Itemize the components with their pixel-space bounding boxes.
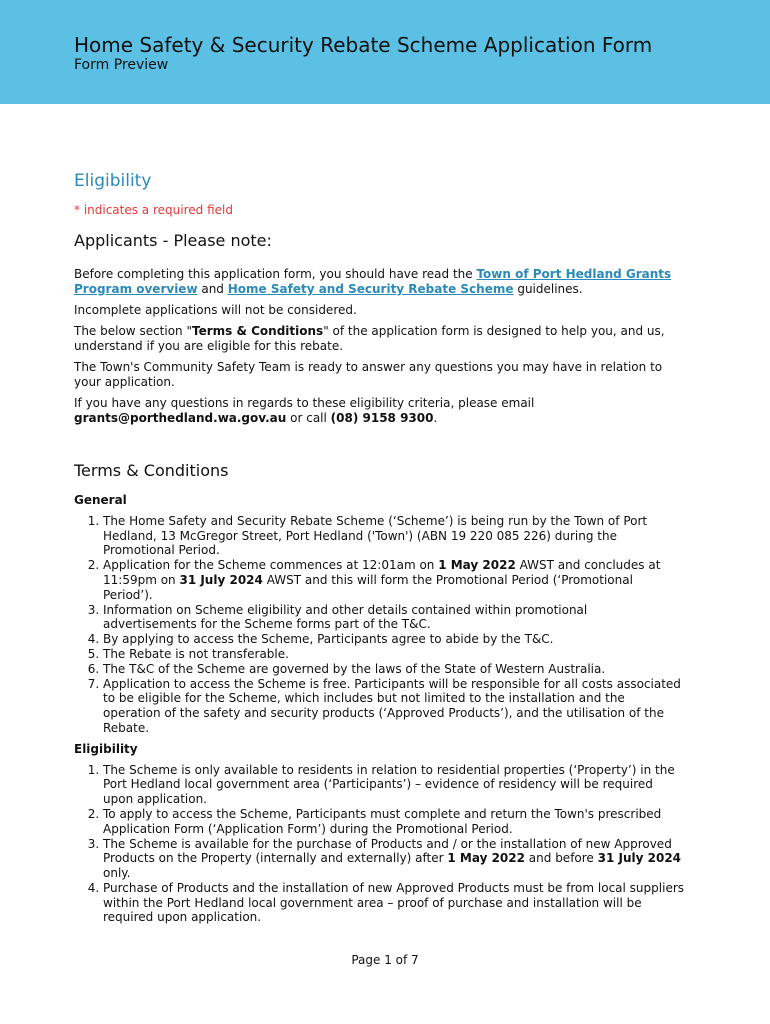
eligibility-heading: Eligibility (74, 171, 152, 191)
list-item: 2. To apply to access the Scheme, Participants must complete and return the Town's prescribed Application Form (‘Application Form’) during the Promotional Period. (103, 807, 684, 837)
list-item: 1. The Scheme is only available to residents in relation to residential properties (‘Property’) in the Port Hedland local government area (‘Participants’) – evidence of residency will be required upon application. (103, 763, 684, 807)
list-item: 3. The Scheme is available for the purchase of Products and / or the installation of new Approved Products on the Property (internally and externally) after 1 May 2022 and before 31 July 2024 only. (103, 837, 684, 881)
required-field-note: * indicates a required field (74, 203, 233, 217)
intro-paragraph-5: If you have any questions in regards to these eligibility criteria, please email grants@porthedland.wa.gov.au or call (08) 9158 9300. (74, 396, 535, 426)
intro-paragraph-2: Incomplete applications will not be considered. (74, 302, 357, 317)
form-content (74, 170, 684, 931)
list-item: 3. Information on Scheme eligibility and other details contained within promotional advertisements for the Scheme forms part of the T&C. (103, 603, 684, 633)
contact-phone: (08) 9158 9300 (330, 411, 434, 426)
general-list (74, 514, 684, 736)
rebate-scheme-guidelines-link[interactable]: Home Safety and Security Rebate Scheme (227, 281, 514, 296)
form-subtitle: Form Preview (74, 57, 169, 73)
list-item: 5. The Rebate is not transferable. (103, 647, 684, 662)
list-item: 1. The Home Safety and Security Rebate Scheme (‘Scheme’) is being run by the Town of Port Hedland, 13 McGregor Street, Port Hedland ('Town') (ABN 19 220 085 226) during the Promotional Period. (103, 514, 684, 558)
terms-heading: Terms & Conditions (74, 460, 229, 480)
list-item: 2. Application for the Scheme commences at 12:01am on 1 May 2022 AWST and concludes at 11:59pm on 31 July 2024 AWST and this will form the Promotional Period (‘Promotional Period’). (103, 558, 684, 602)
intro-paragraph-4: The Town's Community Safety Team is ready to answer any questions you may have in relation to your application. (74, 360, 663, 390)
grants-program-overview-link[interactable]: Town of Port Hedland Grants Program overview (74, 266, 672, 296)
list-item: 7. Application to access the Scheme is free. Participants will be responsible for all costs associated to be eligible for the Scheme, which includes but not limited to the installation and the operation of the safety and security products (‘Approved Products’), and the utilisation of the Rebate. (103, 677, 684, 736)
general-heading: General (74, 492, 127, 507)
eligibility-subheading: Eligibility (74, 741, 138, 756)
intro-paragraph-1: Before completing this application form, you should have read the Town of Port Hedland Grants Program overview and Home Safety and Security Rebate Scheme guidelines. (74, 266, 672, 296)
page-number: Page 1 of 7 (351, 953, 419, 967)
list-item: 4. Purchase of Products and the installation of new Approved Products must be from local suppliers within the Port Hedland local government area – proof of purchase and installation will be required upon application. (103, 881, 684, 925)
form-title: Home Safety & Security Rebate Scheme Application Form (74, 33, 653, 57)
intro-paragraph-3: The below section "Terms & Conditions" of the application form is designed to help you, and us, understand if you are eligible for this rebate. (74, 324, 665, 353)
list-item: 6. The T&C of the Scheme are governed by the laws of the State of Western Australia. (103, 662, 684, 677)
eligibility-list (74, 763, 684, 926)
list-item: 4. By applying to access the Scheme, Participants agree to abide by the T&C. (103, 632, 684, 647)
contact-email: grants@porthedland.wa.gov.au (74, 411, 287, 426)
applicants-heading: Applicants - Please note: (74, 230, 272, 250)
header-bar (0, 0, 770, 104)
